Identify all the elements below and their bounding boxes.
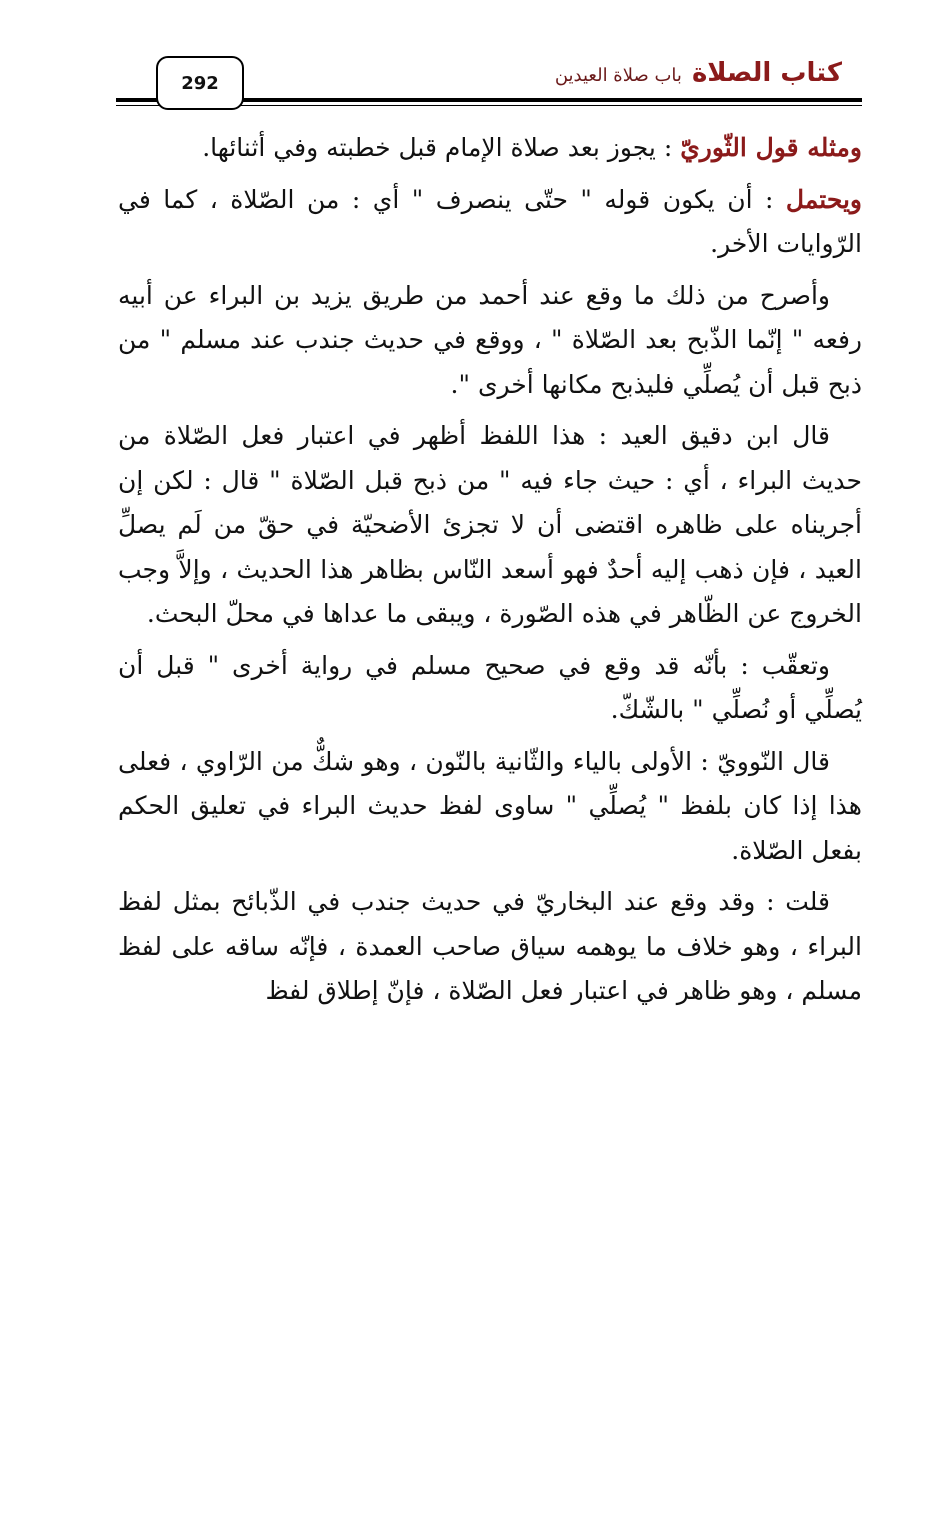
paragraph-text: وأصرح من ذلك ما وقع عند أحمد من طريق يزيد بن البراء عن أبيه رفعه " إنّما الذّبح بعد الصّلاة " ، ووقع في حديث جندب عند مسلم " من ذبح قبل أن يُصلِّي فليذبح مكانها أخرى ". [118,280,862,399]
paragraph [118,274,862,408]
paragraph-text: : أن يكون قوله " حتّى ينصرف " أي : من الصّلاة ، كما في الرّوايات الأخر. [118,184,862,258]
page-body [118,126,862,1021]
running-title [555,58,842,88]
book-title: كتاب الصلاة [691,58,842,88]
paragraph-text: قلت : وقد وقع عند البخاريّ في حديث جندب في الذّبائح بمثل لفظ البراء ، وهو خلاف ما يوهمه سياق صاحب العمدة ، فإنّه ساقه على لفظ مسلم ، وهو ظاهر في اعتبار فعل الصّلاة ، فإنّ إطلاق لفظ [118,887,862,1005]
paragraph-text: قال النّوويّ : الأولى بالياء والثّانية بالنّون ، وهو شكٌّ من الرّاوي ، فعلى هذا إذا كان بلفظ " يُصلِّي " ساوى لفظ حديث البراء في تعليق الحكم بفعل الصّلاة. [118,746,862,865]
page-number: 292 [181,72,219,94]
paragraph [118,644,862,733]
paragraph [118,740,862,874]
chapter-title: باب صلاة العيدين [554,65,682,86]
paragraph-lead: ويحتمل [785,184,862,214]
paragraph-text: : يجوز بعد صلاة الإمام قبل خطبته وفي أثنائها. [202,133,681,162]
paragraph [118,178,862,267]
paragraph-text: وتعقّب : بأنّه قد وقع في صحيح مسلم في رواية أخرى " قبل أن يُصلِّي أو نُصلِّي " بالشّكّ. [118,650,862,724]
page-number-box [156,56,244,110]
paragraph [118,126,862,171]
paragraph [118,880,862,1014]
paragraph [118,414,862,637]
paragraph-text: قال ابن دقيق العيد : هذا اللفظ أظهر في اعتبار فعل الصّلاة من حديث البراء ، أي : حيث جاء فيه " من ذبح قبل الصّلاة " قال : لكن إن أجريناه على ظاهره اقتضى أن لا تجزئ الأضحيّة في حقّ من لَم يصلِّ العيد ، فإن ذهب إليه أحدٌ فهو أسعد النّاس بظاهر هذا الحديث ، وإلاَّ وجب الخروج عن الظّاهر في هذه الصّورة ، ويبقى ما عداها في محلّ البحث. [118,421,862,628]
page-header [116,56,862,106]
paragraph-lead: ومثله قول الثّوريّ [680,133,862,162]
